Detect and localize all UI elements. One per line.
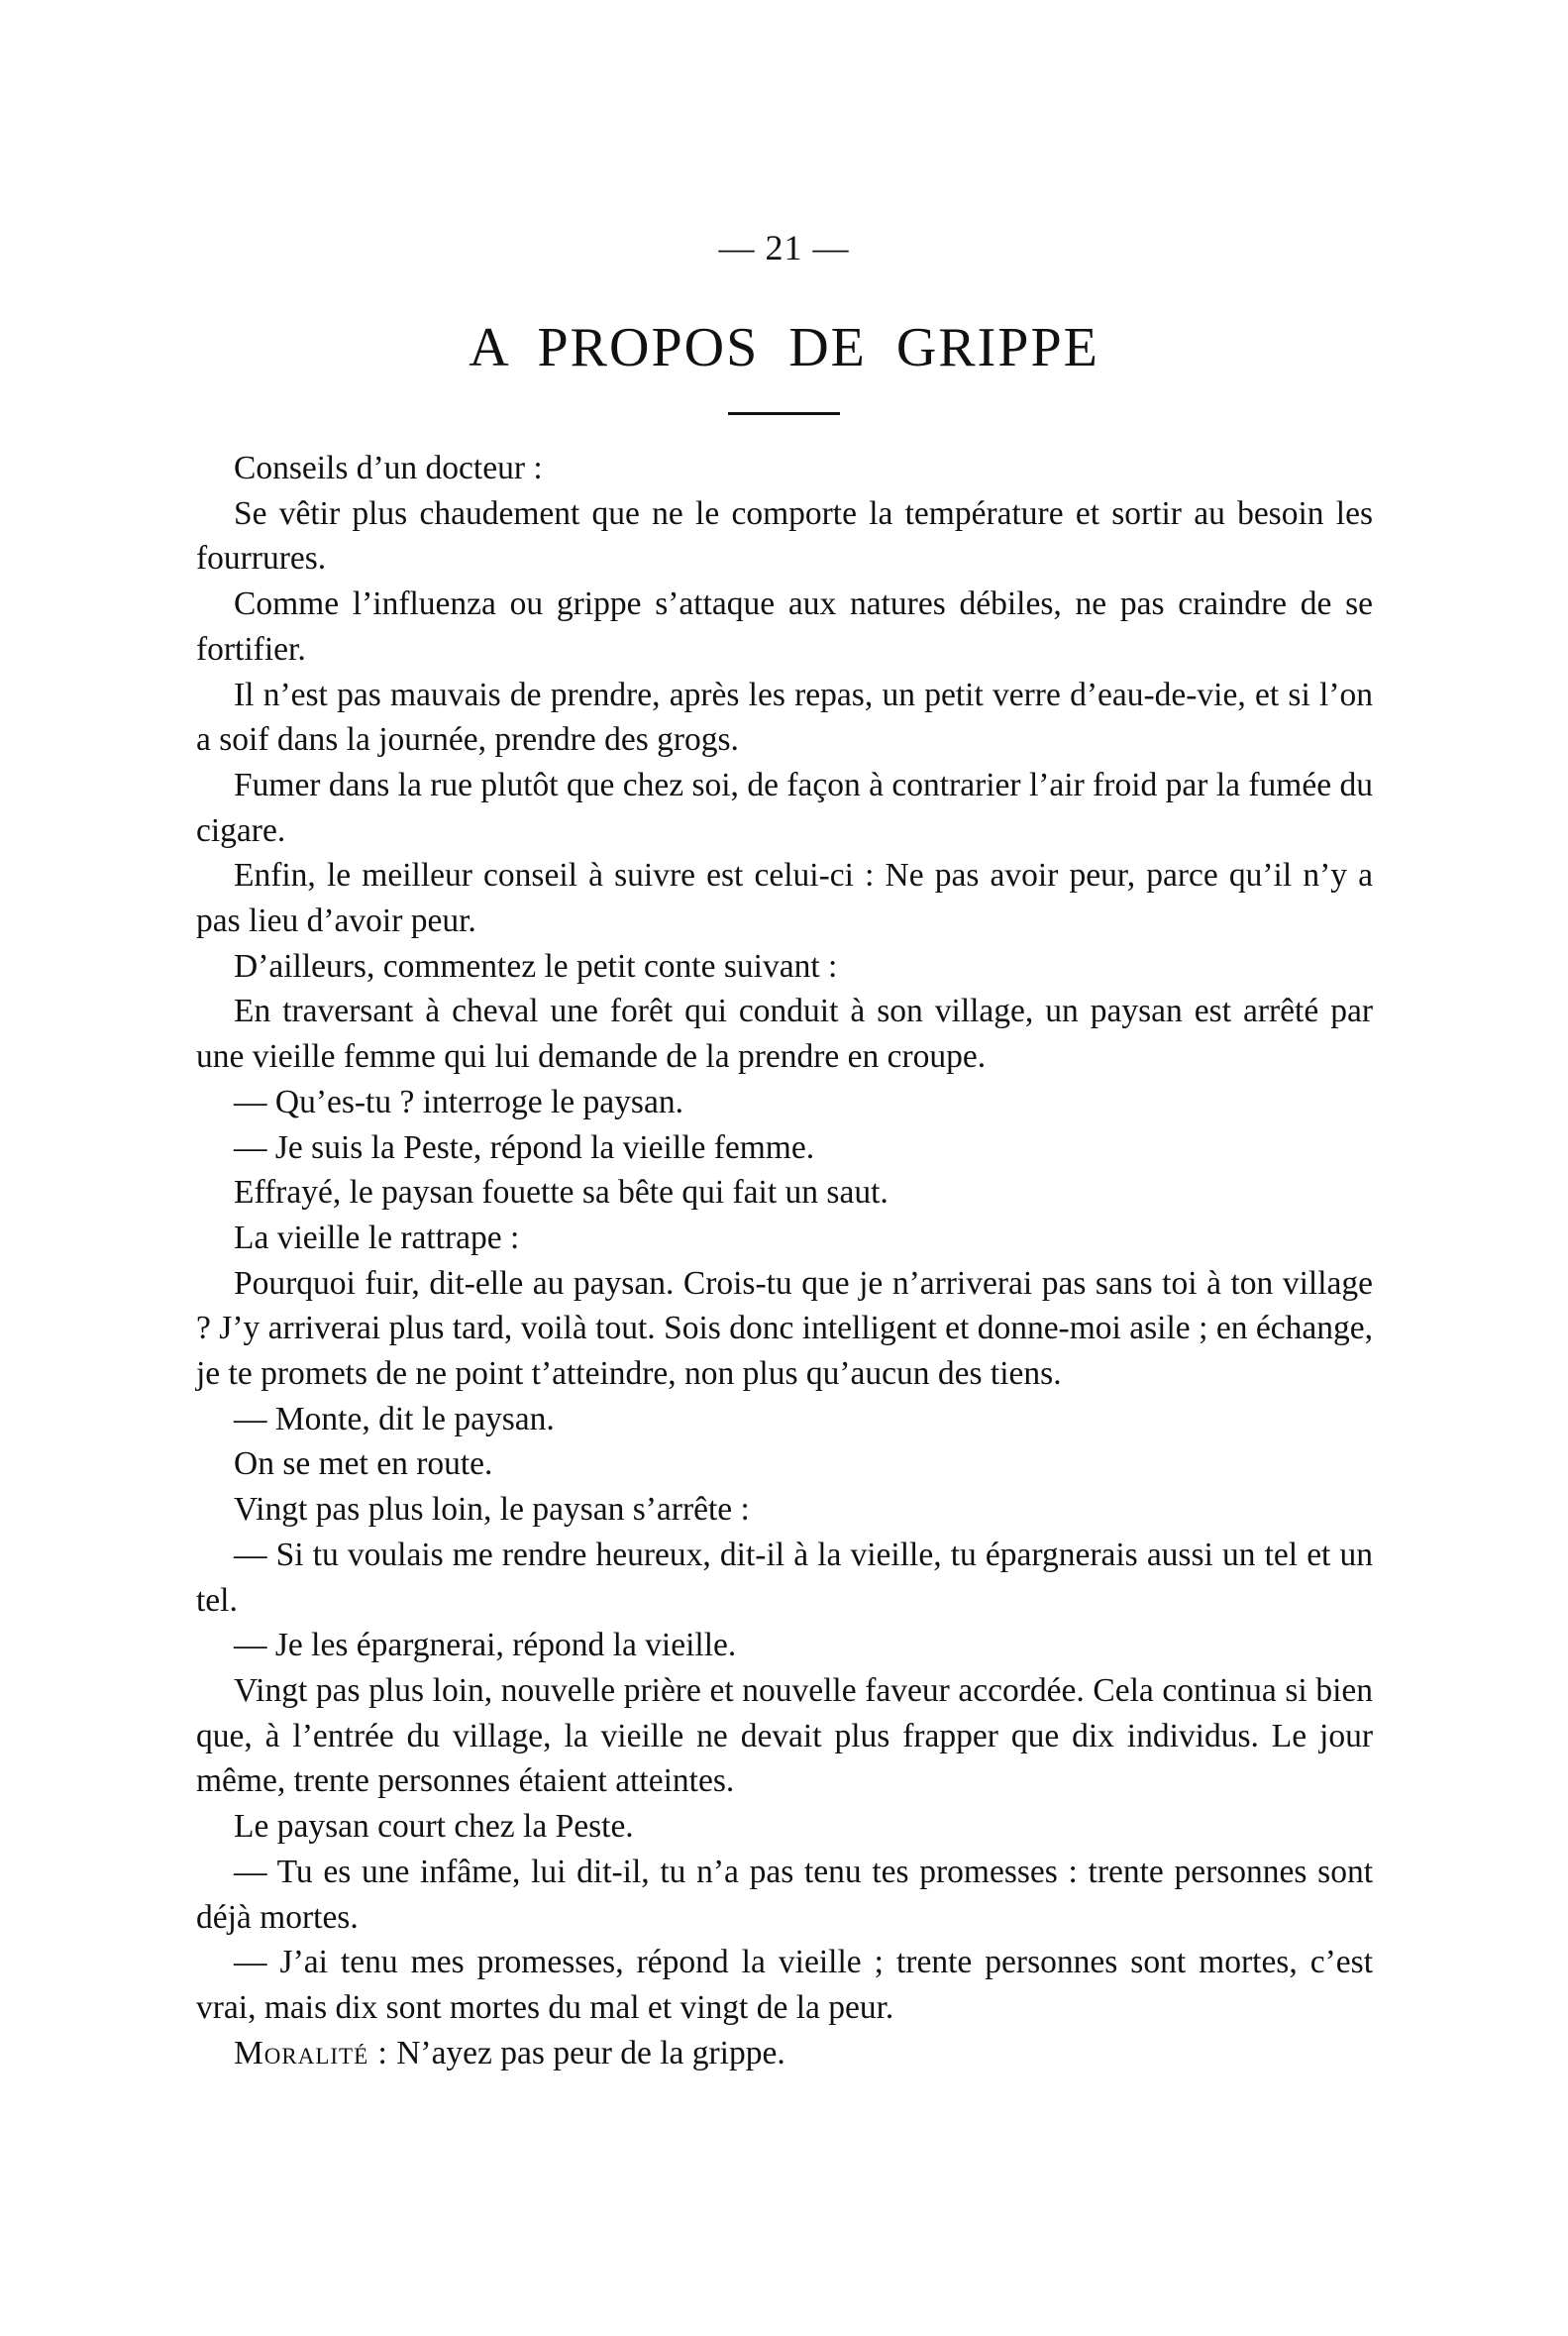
moral-text: N’ayez pas peur de la grippe.	[387, 2034, 785, 2071]
paragraph: Vingt pas plus loin, nouvelle prière et nouvelle faveur accordée. Cela continua si bien que, à l’entrée du village, la vieille ne devait plus frapper que dix individus. Le jour même, trente personnes étaient atteintes.	[196, 1671, 1373, 1800]
dialogue-line: — Je suis la Peste, répond la vieille femme.	[234, 1128, 815, 1166]
dialogue-line: — J’ai tenu mes promesses, répond la vieille ; trente personnes sont mortes, c’est vrai, mais dix sont mortes du mal et vingt de la peur.	[196, 1944, 1373, 2026]
paragraph: Fumer dans la rue plutôt que chez soi, de façon à contrarier l’air froid par la fumée du cigare.	[196, 766, 1373, 849]
dialogue-line: — Qu’es-tu ? interroge le paysan.	[234, 1083, 683, 1120]
moral-label: Moralité :	[234, 2034, 388, 2071]
title-divider	[728, 412, 840, 415]
dialogue-line: — Tu es une infâme, lui dit-il, tu n’a pas tenu tes promesses : trente personnes sont déjà mortes.	[196, 1853, 1373, 1936]
paragraph: Comme l’influenza ou grippe s’attaque aux natures débiles, ne pas craindre de se fortifier.	[196, 585, 1373, 668]
paragraph: On se met en route.	[234, 1445, 493, 1483]
paragraph: La vieille le rattrape :	[234, 1219, 520, 1256]
paragraph: En traversant à cheval une forêt qui conduit à son village, un paysan est arrêté par une vieille femme qui lui demande de la prendre en croupe.	[196, 993, 1373, 1076]
paragraph: Se vêtir plus chaudement que ne le comporte la température et sortir au besoin les fourrures.	[196, 494, 1373, 578]
moral-paragraph	[196, 2031, 1373, 2076]
page-title: A PROPOS DE GRIPPE	[469, 317, 1099, 378]
dialogue-line: — Si tu voulais me rendre heureux, dit-il à la vieille, tu épargnerais aussi un tel et un tel.	[196, 1536, 1373, 1619]
paragraph: D’ailleurs, commentez le petit conte suivant :	[234, 947, 838, 985]
dialogue-line: — Monte, dit le paysan.	[234, 1400, 555, 1437]
paragraph: Effrayé, le paysan fouette sa bête qui fait un saut.	[234, 1174, 889, 1212]
dialogue-line: — Je les épargnerai, répond la vieille.	[234, 1627, 737, 1664]
page-number: — 21 —	[718, 228, 850, 267]
paragraph: Pourquoi fuir, dit-elle au paysan. Crois-tu que je n’arriverai pas sans toi à ton village ? J’y arriverai plus tard, voilà tout. Sois donc intelligent et donne-moi asile ; en échange, je te promets de ne point t’atteindre, non plus qu’aucun des tiens.	[196, 1264, 1373, 1393]
article-body	[196, 446, 1373, 2075]
paragraph: Le paysan court chez la Peste.	[234, 1808, 634, 1846]
paragraph: Il n’est pas mauvais de prendre, après les repas, un petit verre d’eau-de-vie, et si l’on a soif dans la journée, prendre des grogs.	[196, 676, 1373, 759]
paragraph-intro: Conseils d’un docteur :	[234, 450, 543, 486]
paragraph: Enfin, le meilleur conseil à suivre est celui-ci : Ne pas avoir peur, parce qu’il n’y a pas lieu d’avoir peur.	[196, 857, 1373, 940]
paragraph: Vingt pas plus loin, le paysan s’arrête :	[234, 1491, 750, 1529]
